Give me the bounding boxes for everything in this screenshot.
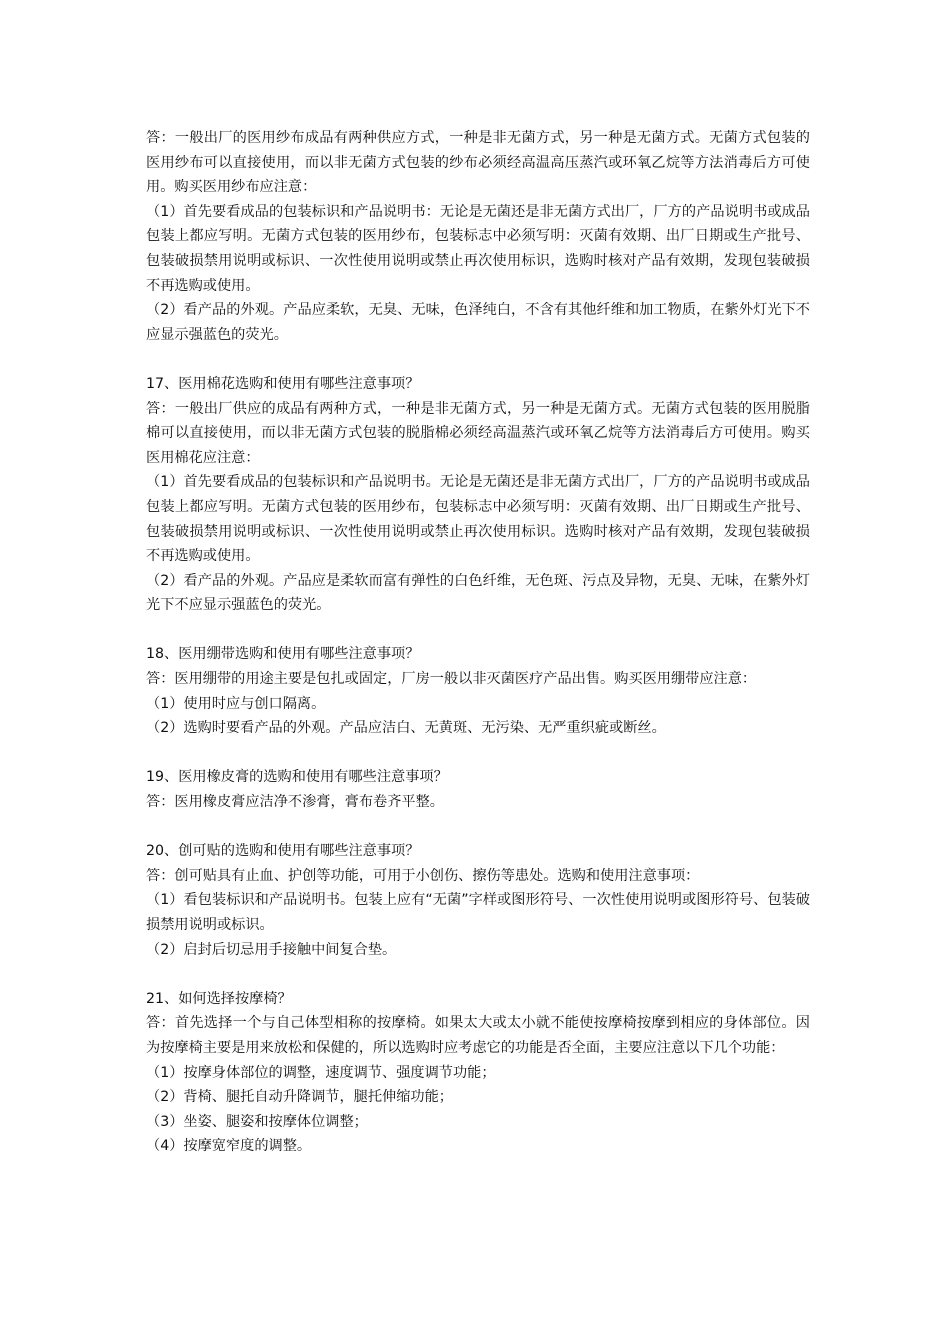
- qa-block-16-continued: [146, 126, 810, 347]
- answer-paragraph: 答：首先选择一个与自己体型相称的按摩椅。如果太大或太小就不能使按摩椅按摩到相应的身体部位。因为按摩椅主要是用来放松和保健的，所以选购时应考虑它的功能是否全面，主要应注意以下几个功能：: [146, 1015, 810, 1056]
- question-heading: 17、医用棉花选购和使用有哪些注意事项？: [146, 375, 420, 392]
- qa-block-18: [146, 642, 810, 740]
- document-page: [146, 126, 810, 1159]
- question-heading: 20、创可贴的选购和使用有哪些注意事项？: [146, 843, 420, 860]
- question-heading: 18、医用绷带选购和使用有哪些注意事项？: [146, 646, 420, 663]
- answer-item-3: （3）坐姿、腿姿和按摩体位调整；: [146, 1113, 368, 1130]
- answer-item-2: （2）启封后切忌用手接触中间复合垫。: [146, 941, 397, 958]
- answer-paragraph: 答：一般出厂的医用纱布成品有两种供应方式，一种是非无菌方式，另一种是无菌方式。无菌方式包装的医用纱布可以直接使用，而以非无菌方式包装的纱布必须经高温高压蒸汽或环氧乙烷等方法消毒后方可使用。购买医用纱布应注意：: [146, 130, 810, 196]
- answer-paragraph: 答：创可贴具有止血、护创等功能，可用于小创伤、擦伤等患处。选购和使用注意事项：: [146, 867, 700, 884]
- qa-block-19: [146, 765, 810, 814]
- qa-block-21: [146, 987, 810, 1159]
- answer-paragraph: 答：医用绷带的用途主要是包扎或固定，厂房一般以非灭菌医疗产品出售。购买医用绷带应注意：: [146, 671, 757, 688]
- answer-item-1: （1）使用时应与创口隔离。: [146, 695, 326, 712]
- answer-item-2: （2）看产品的外观。产品应柔软，无臭、无味，色泽纯白，不含有其他纤维和加工物质，在紫外灯光下不应显示强蓝色的荧光。: [146, 302, 810, 343]
- answer-paragraph: 答：医用橡皮膏应洁净不渗膏，膏布卷齐平整。: [146, 794, 444, 811]
- answer-item-2: （2）选购时要看产品的外观。产品应洁白、无黄斑、无污染、无严重织疵或断丝。: [146, 720, 666, 737]
- answer-item-1: （1）首先要看成品的包装标识和产品说明书。无论是无菌还是非无菌方式出厂，厂方的产品说明书或成品包装上都应写明。无菌方式包装的医用纱布，包装标志中必须写明：灭菌有效期、出厂日期或生产批号、包装破损禁用说明或标识、一次性使用说明或禁止再次使用标识。选购时核对产品有效期，发现包装破损不再选购或使用。: [146, 474, 810, 565]
- answer-item-2: （2）背椅、腿托自动升降调节，腿托伸缩功能；: [146, 1089, 453, 1106]
- question-heading: 19、医用橡皮膏的选购和使用有哪些注意事项？: [146, 769, 448, 786]
- answer-item-2: （2）看产品的外观。产品应是柔软而富有弹性的白色纤维，无色斑、污点及异物，无臭、无味，在紫外灯光下不应显示强蓝色的荧光。: [146, 572, 810, 614]
- answer-item-4: （4）按摩宽窄度的调整。: [146, 1138, 312, 1155]
- qa-block-20: [146, 839, 810, 962]
- answer-item-1: （1）看包装标识和产品说明书。包装上应有“无菌”字样或图形符号、一次性使用说明或图形符号、包装破损禁用说明或标识。: [146, 892, 810, 933]
- answer-paragraph: 答：一般出厂供应的成品有两种方式，一种是非无菌方式，另一种是无菌方式。无菌方式包装的医用脱脂棉可以直接使用，而以非无菌方式包装的脱脂棉必须经高温蒸汽或环氧乙烷等方法消毒后方可使用。购买医用棉花应注意：: [146, 400, 810, 466]
- qa-block-17: [146, 372, 810, 618]
- answer-item-1: （1）按摩身体部位的调整，速度调节、强度调节功能；: [146, 1064, 496, 1081]
- answer-item-1: （1）首先要看成品的包装标识和产品说明书：无论是无菌还是非无菌方式出厂，厂方的产品说明书或成品包装上都应写明。无菌方式包装的医用纱布，包装标志中必须写明：灭菌有效期、出厂日期或生产批号、包装破损禁用说明或标识、一次性使用说明或禁止再次使用标识，选购时核对产品有效期，发现包装破损不再选购或使用。: [146, 203, 810, 294]
- question-heading: 21、如何选择按摩椅？: [146, 990, 292, 1007]
